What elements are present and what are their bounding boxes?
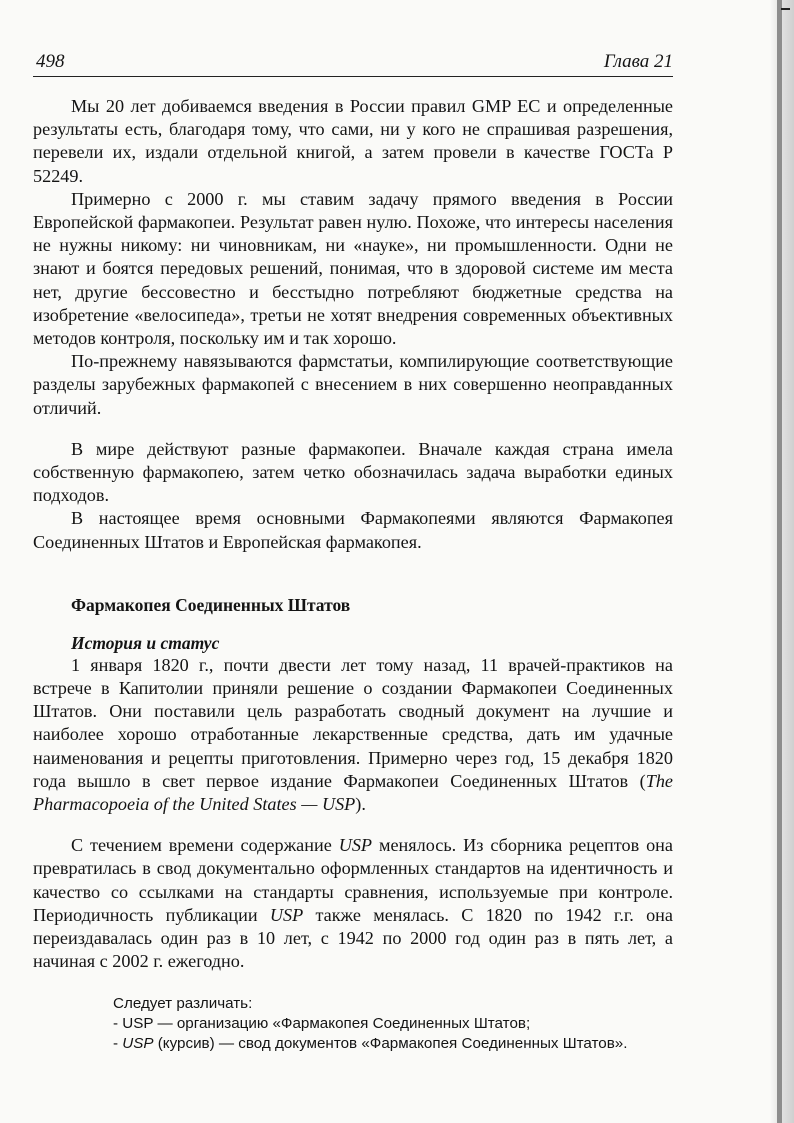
note-item: - USP (курсив) — свод документов «Фармакопея Соединенных Штатов». xyxy=(113,1034,628,1052)
usp-italic: USP xyxy=(338,835,373,856)
paragraph xyxy=(33,654,673,816)
page-number: 498 xyxy=(36,51,65,72)
paragraph: В мире действуют разные фармакопеи. Вначале каждая страна имела собственную фармакопею, затем четко обозначилась задача выработки единых подходов. xyxy=(33,438,673,506)
page-edge-tick xyxy=(781,8,790,10)
paragraph xyxy=(33,834,673,973)
paragraph: В настоящее время основными Фармакопеями являются Фармакопея Соединенных Штатов и Европейская фармакопея. xyxy=(33,508,673,552)
paragraph-text: С течением времени содержание xyxy=(71,835,339,856)
book-page xyxy=(33,48,673,1054)
usp-italic: USP xyxy=(122,1034,154,1052)
footnote-box xyxy=(33,994,673,1054)
paragraph-text: ). xyxy=(355,794,366,815)
paragraph: Мы 20 лет добиваемся введения в России правил GMP ЕС и определенные результаты есть, благодаря тому, что сами, ни у кого не спрашивая разрешения, перевели их, издали отдельной книгой, а затем провели в качестве ГОСТа Р 52249. xyxy=(33,96,673,186)
usp-title-italic: The Pharmacopoeia of the United States — USP xyxy=(33,770,673,815)
page-body xyxy=(33,95,673,974)
note-intro: Следует различать: xyxy=(113,994,253,1012)
page-edge-shadow xyxy=(770,0,794,1123)
paragraph: По-прежнему навязываются фармстатьи, компилирующие соответствующие разделы зарубежных фармакопей с внесением в них совершенно неоправданных отличий. xyxy=(33,351,673,418)
paragraph-text: 1 января 1820 г., почти двести лет тому назад, 11 врачей-практиков на встрече в Капитолии приняли решение о создании Фармакопеи Соединенных Штатов. Они поставили цель разработать сводный документ на лучшие и наиболее хорошо отработанные лекарственные средства, дать им удачные наименования и рецепты приготовления. Примерно через год, 15 декабря 1820 года вышло в свет первое издание Фармакопеи Соединенных Штатов ( xyxy=(33,654,673,791)
note-item: - USP — организацию «Фармакопея Соединенных Штатов; xyxy=(113,1014,531,1032)
usp-italic: USP xyxy=(269,904,304,925)
page-edge-line xyxy=(777,0,782,1123)
running-header xyxy=(33,48,673,77)
subsection-heading: История и статус xyxy=(71,632,220,653)
paragraph-text: также менялась. С 1820 по 1942 г.г. она переиздавалась один раз в 10 лет, с 1942 по 2000 год один раз в пять лет, а начиная с 2002 г. ежегодно. xyxy=(33,904,673,972)
chapter-title: Глава 21 xyxy=(603,51,673,72)
paragraph-text: менялось. Из сборника рецептов она превратилась в свод документально оформленных стандартов на идентичность и качество со ссылками на стандарты сравнения, используемые при контроле. Периодичность публикации xyxy=(33,835,673,925)
paragraph: Примерно с 2000 г. мы ставим задачу прямого введения в России Европейской фармакопеи. Результат равен нулю. Похоже, что интересы населения не нужны никому: ни чиновникам, ни «науке», ни промышленности. Одни не знают и боятся передовых решений, понимая, что в здоровой системе им места нет, другие бессовестно и бесстыдно потребляют бюджетные средства на изобретение «велосипеда», третьи не хотят внедрения современных объективных методов контроля, поскольку им и так хорошо. xyxy=(33,188,673,349)
section-heading: Фармакопея Соединенных Штатов xyxy=(71,594,351,615)
